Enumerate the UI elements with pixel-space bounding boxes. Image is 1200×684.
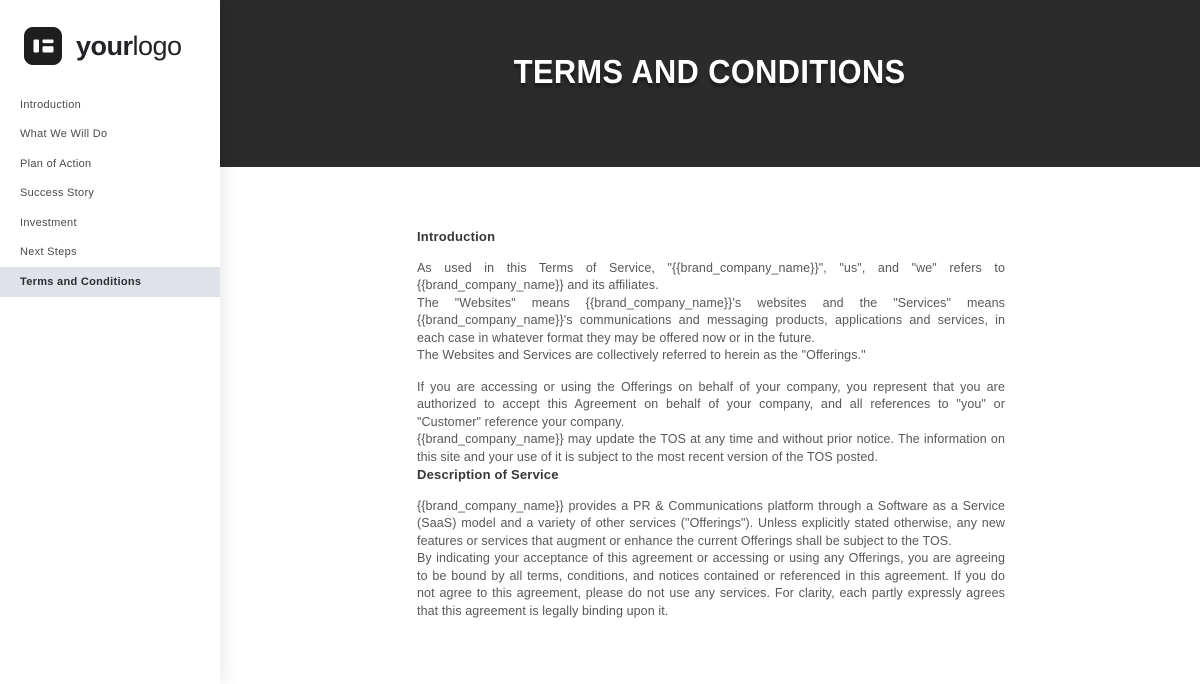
- paragraph: The Websites and Services are collectively referred to herein as the "Offerings.": [417, 348, 866, 362]
- paragraph: The "Websites" means {{brand_company_name}}'s websites and the "Services" means {{brand_company_name}}'s communications and messaging products, applications and services, in each case in whatever format they may be offered now or in the future.: [417, 295, 1005, 345]
- logo-text-light: logo: [132, 30, 182, 61]
- page-header-banner: [220, 0, 1200, 167]
- sidebar-nav: [0, 90, 220, 297]
- paragraph: {{brand_company_name}} provides a PR & Communications platform through a Software as a Service (SaaS) model and a variety of other services ("Offerings"). Unless explicitly stated otherwise, any new features or services that augment or enhance the current Offerings shall be subject to the TOS.: [417, 498, 1005, 548]
- page-title: TERMS AND CONDITIONS: [514, 52, 906, 90]
- logo-text: [76, 30, 182, 61]
- sidebar-item-success-story[interactable]: Success Story: [20, 187, 95, 200]
- main-area: [220, 0, 1200, 684]
- section-heading-introduction: Introduction: [417, 229, 496, 244]
- logo: [0, 0, 220, 65]
- sidebar-item-investment[interactable]: Investment: [20, 216, 77, 229]
- paragraph: {{brand_company_name}} may update the TOS at any time and without prior notice. The information on this site and your use of it is subject to the most recent version of the TOS posted.: [417, 432, 1005, 464]
- section-heading-description-of-service: Description of Service: [417, 467, 559, 482]
- logo-icon: [24, 27, 62, 65]
- sidebar-item-what-we-will-do[interactable]: What We Will Do: [20, 128, 108, 141]
- sidebar-item-introduction[interactable]: Introduction: [20, 98, 82, 111]
- sidebar-item-next-steps[interactable]: Next Steps: [20, 246, 77, 259]
- sidebar-item-plan-of-action[interactable]: Plan of Action: [20, 157, 92, 170]
- paragraph: As used in this Terms of Service, "{{brand_company_name}}", "us", and "we" refers to {{brand_company_name}} and its affiliates.: [417, 260, 1005, 292]
- document-content: [220, 167, 1200, 620]
- logo-text-bold: your: [76, 30, 133, 61]
- sidebar: [0, 0, 220, 684]
- paragraph: By indicating your acceptance of this agreement or accessing or using any Offerings, you are agreeing to be bound by all terms, conditions, and notices contained or referenced in this agreement. If you do not agree to this agreement, please do not use any services. For clarity, each partly expressly agrees that this agreement is legally binding upon it.: [417, 551, 1005, 618]
- intro-paragraph-group: [417, 260, 1005, 365]
- paragraph: If you are accessing or using the Offerings on behalf of your company, you represent that you are authorized to accept this Agreement on behalf of your company, and all references to "you" or "Customer" reference your company.: [417, 379, 1005, 429]
- sidebar-item-terms-and-conditions[interactable]: Terms and Conditions: [0, 267, 220, 297]
